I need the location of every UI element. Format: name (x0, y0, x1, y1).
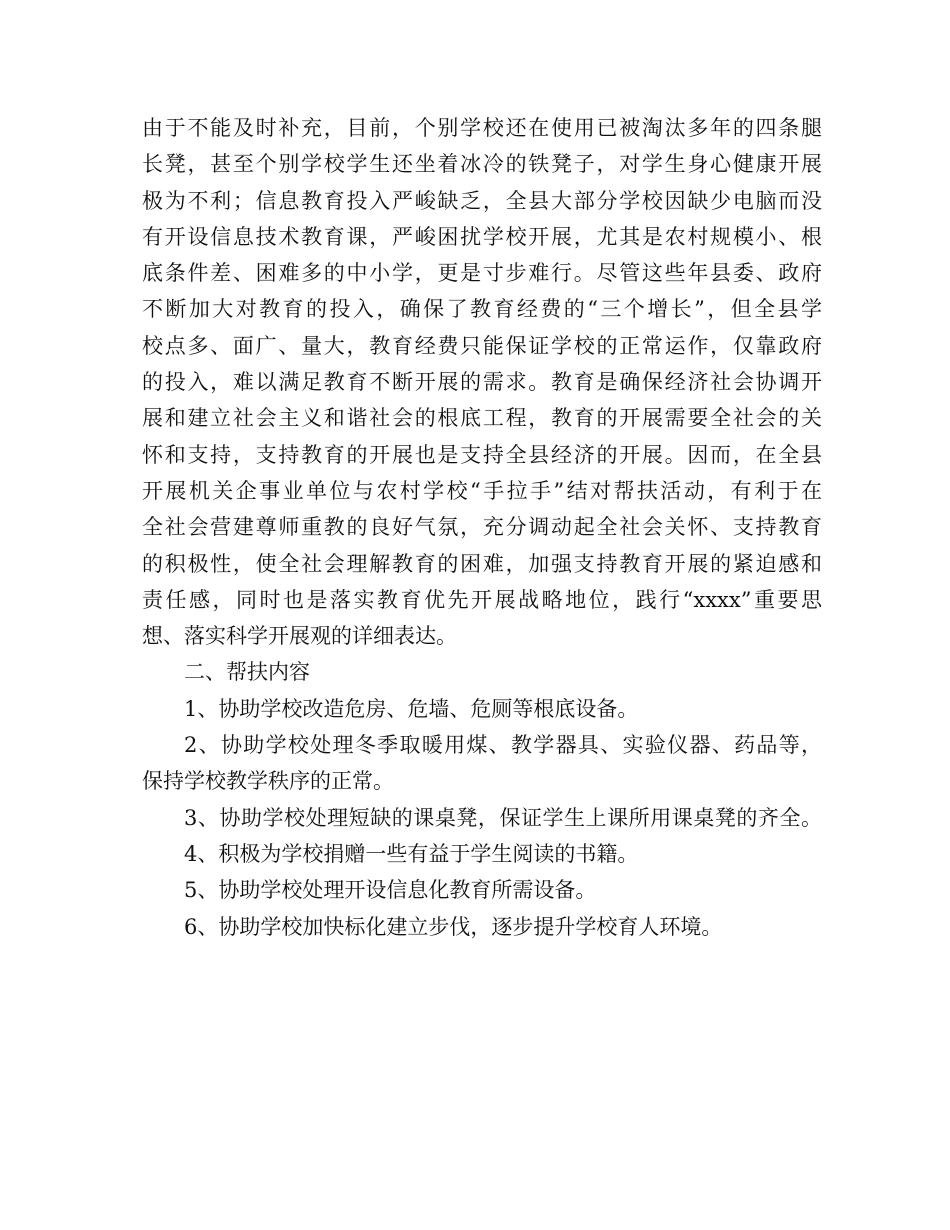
list-item: 4、积极为学校捐赠一些有益于学生阅读的书籍。 (184, 841, 639, 866)
line-text: 怀和支持，支持教育的开展也是支持全县经济的开展。因而，在全县 (142, 442, 822, 467)
paragraph-line (142, 328, 822, 364)
line-text: 底条件差、困难多的中小学，更是寸步难行。尽管这些年县委、政府 (142, 261, 822, 286)
line-text: 长凳，甚至个别学校学生还坐着冰冷的铁凳子，对学生身心健康开展 (142, 152, 822, 177)
line-text: 由于不能及时补充，目前，个别学校还在使用已被淘汰多年的四条腿 (142, 116, 822, 140)
paragraph-line (142, 582, 822, 618)
paragraph-line (142, 400, 822, 436)
line-text: 不断加大对教育的投入，确保了教育经费的“三个增长”，但全县学 (142, 297, 822, 322)
line-text: 有开设信息技术教育课，严峻困扰学校开展，尤其是农村规模小、根 (142, 224, 822, 249)
paragraph-line (142, 509, 822, 545)
line-text: 的积极性，使全社会理解教育的困难，加强支持教育开展的紧迫感和 (142, 551, 822, 576)
section-heading: 二、帮扶内容 (184, 660, 310, 685)
list-item: 1、协助学校改造危房、危墙、危厕等根底设备。 (184, 696, 639, 721)
line-text: 2、协助学校处理冬季取暖用煤、教学器具、实验仪器、药品等， (184, 733, 822, 758)
list-item: 5、协助学校处理开设信息化教育所需设备。 (184, 878, 597, 903)
paragraph-line (142, 146, 822, 182)
line-text: 的投入，难以满足教育不断开展的需求。教育是确保经济社会协调开 (142, 370, 822, 395)
paragraph-line (142, 110, 822, 146)
list-item-continuation: 保持学校教学秩序的正常。 (142, 769, 394, 794)
line-text: 校点多、面广、量大，教育经费只能保证学校的正常运作，仅靠政府 (142, 333, 822, 358)
paragraph-line (142, 291, 822, 327)
line-text: 全社会营建尊师重教的良好气氛，充分调动起全社会关怀、支持教育 (142, 515, 822, 540)
paragraph-last-line: 想、落实科学开展观的详细表达。 (142, 624, 457, 649)
list-item (142, 800, 822, 836)
document-body (142, 110, 822, 945)
paragraph-line (142, 437, 822, 473)
paragraph-line (142, 219, 822, 255)
line-text: 极为不利；信息教育投入严峻缺乏，全县大部分学校因缺少电脑而没 (142, 188, 822, 213)
line-text: 开展机关企事业单位与农村学校“手拉手”结对帮扶活动，有利于在 (142, 478, 822, 503)
paragraph-line (142, 364, 822, 400)
list-item (142, 727, 822, 763)
line-text: 责任感，同时也是落实教育优先开展战略地位，践行“xxxx”重要思 (142, 587, 822, 612)
paragraph-line (142, 546, 822, 582)
line-text: 3、协助学校处理短缺的课桌凳，保证学生上课所用课桌凳的齐全。 (184, 805, 822, 830)
list-item: 6、协助学校加快标化建立步伐，逐步提升学校育人环境。 (184, 914, 723, 939)
paragraph-line (142, 473, 822, 509)
line-text: 展和建立社会主义和谐社会的根底工程，教育的开展需要全社会的关 (142, 406, 822, 431)
paragraph-line (142, 183, 822, 219)
paragraph-line (142, 255, 822, 291)
